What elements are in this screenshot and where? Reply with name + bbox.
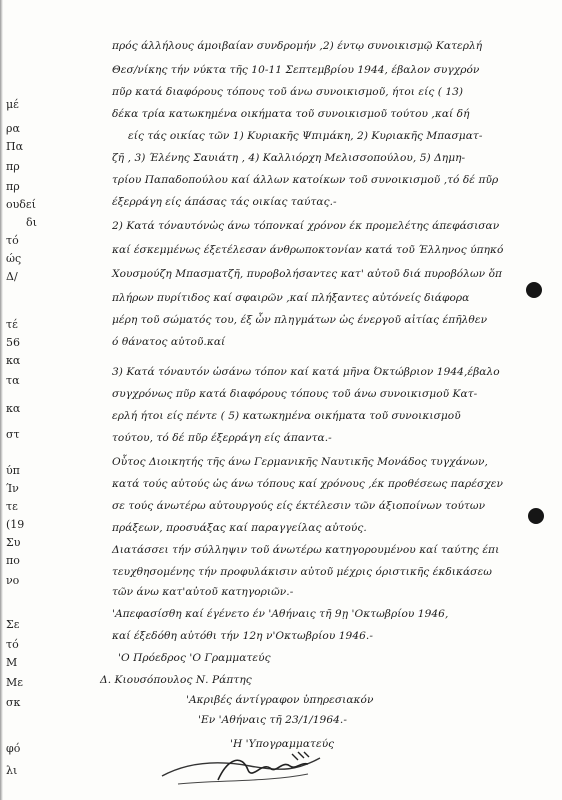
margin-fragment: ρα	[6, 122, 20, 135]
margin-fragment: τό	[6, 234, 19, 247]
body-line: 3) Κατά τόναυτόν ὡσάνω τόπον καί κατά μῆνα Όκτώβριον 1944,έβαλο	[112, 366, 500, 378]
body-line: 'Απεφασίσθη καί έγένετο έν 'Αθήναις τῆ 9ῃ 'Οκτωβρίου 1946,	[112, 608, 449, 620]
margin-fragment: νο	[6, 574, 20, 587]
body-line: πρός άλλήλους άμοιβαίαν συνδρομήν ,2) έντῳ συνοικισμῷ Κατερλή	[112, 40, 483, 52]
left-margin-fragments	[6, 0, 86, 800]
margin-fragment: κα	[6, 402, 21, 415]
body-line: μέρη τοῦ σώματός του, έξ ὧν πληγμάτων ὡς ένεργοῦ αἰτίας έπῆλθεν	[112, 314, 488, 326]
signatory-titles-line: 'Ο Πρόεδρος 'Ο Γραμματεύς	[118, 652, 271, 664]
page-edge-shadow	[0, 0, 3, 800]
margin-fragment: Σε	[6, 618, 20, 631]
body-line: καί έσκεμμένως έξετέλεσαν άνθρωποκτονίαν κατά τοῦ Έλληνος ύπηκό	[112, 244, 504, 256]
body-line: 2) Κατά τόναυτόνὡς άνω τόπονκαί χρόνον έκ προμελέτης άπεφάσισαν	[112, 220, 500, 232]
body-line: πράξεων, προσυάξας καί παραγγείλας αὐτούς.	[112, 522, 367, 534]
certification-date-line: 'Εν 'Αθήναις τῆ 23/1/1964.-	[198, 714, 347, 726]
body-line: τῶν άνω κατ'αὐτοῦ κατηγοριῶν.-	[112, 586, 294, 598]
certified-copy-line: 'Ακριβές άντίγραφον ὑπηρεσιακόν	[186, 694, 374, 706]
body-line: Χουσμούζη Μπασματζῆ, πυροβολήσαντες κατ' αὐτοῦ διά πυροβόλων ὅπ	[112, 268, 503, 280]
body-line: πλήρων πυρίτιδος καί σφαιρῶν ,καί πλήξαντες αὐτόνείς διάφορα	[112, 292, 470, 304]
body-line: συγχρόνως πῦρ κατά διαφόρους τόπους τοῦ άνω συνοικισμοῦ Κατ-	[112, 388, 478, 400]
undersecretary-title-line: 'Η 'Υπογραμματεύς	[230, 738, 335, 750]
margin-fragment: σκ	[6, 696, 21, 709]
punch-hole	[526, 282, 542, 298]
body-line: Διατάσσει τήν σύλληψιν τοῦ άνωτέρω κατηγορουμένου καί ταύτης έπι	[112, 544, 500, 556]
body-line: είς τάς οικίας τῶν 1) Κυριακῆς Ψπιμάκη, 2) Κυριακῆς Μπασματ-	[128, 130, 483, 142]
margin-fragment: (19	[6, 518, 25, 531]
margin-fragment: Ίν	[6, 482, 19, 495]
margin-fragment: τέ	[6, 318, 18, 331]
body-line: καί έξεδόθη αὐτόθι τήν 12η ν'Οκτωβρίου 1946.-	[112, 630, 373, 642]
body-line: τρίου Παπαδοπούλου καί άλλων κατοίκων τοῦ συνοικισμοῦ ,τό δέ πῦρ	[112, 174, 499, 186]
body-line: τευχθησομένης τήν προφυλάκισιν αὐτοῦ μέχρις όριστικῆς έκδικάσεω	[112, 566, 492, 578]
margin-fragment: στ	[6, 428, 20, 441]
margin-fragment: 56	[6, 336, 20, 349]
margin-fragment: ουδεί	[6, 198, 36, 211]
body-line: τούτου, τό δέ πῦρ έξερράγη είς άπαντα.-	[112, 432, 332, 444]
margin-fragment: πρ	[6, 160, 20, 173]
margin-fragment: Μ	[6, 656, 18, 669]
body-line: ζῆ , 3) Έλένης Σαυιάτη , 4) Καλλιόρχη Μελισσοπούλου, 5) Δημη-	[112, 152, 466, 164]
margin-fragment: ώς	[6, 252, 22, 265]
body-line: έξερράγη είς άπάσας τάς οικίας ταύτας.-	[112, 196, 337, 208]
margin-fragment: πρ	[6, 180, 20, 193]
margin-fragment: Με	[6, 676, 23, 689]
margin-fragment: Δ/	[6, 270, 18, 283]
handwritten-signature	[158, 740, 328, 790]
signatory-names-line: Δ. Κιουσόπουλος Ν. Ράπτης	[100, 674, 252, 686]
margin-fragment: λι	[6, 764, 18, 777]
body-line: σε τούς άνωτέρω αὐτουργούς είς έκτέλεσιν τῶν άξιοποίνων τούτων	[112, 500, 486, 512]
margin-fragment: ύπ	[6, 464, 20, 477]
margin-fragment: τε	[6, 500, 18, 513]
margin-fragment: τα	[6, 374, 20, 387]
punch-hole	[528, 508, 544, 524]
body-line: κατά τούς αὐτούς ὡς άνω τόπους καί χρόνους ,έκ προθέσεως παρέσχεν	[112, 478, 504, 490]
margin-fragment: Πα	[6, 140, 24, 153]
margin-fragment: Συ	[6, 536, 21, 549]
margin-fragment: πο	[6, 554, 20, 567]
body-line: Θεσ/νίκης τήν νύκτα τῆς 10-11 Σεπτεμβρίου 1944, έβαλον συγχρόν	[112, 64, 480, 76]
body-line: δέκα τρία κατωκημένα οικήματα τοῦ συνοικισμοῦ τούτου ,καί δή	[112, 108, 470, 120]
margin-fragment: κα	[6, 354, 21, 367]
margin-fragment: δι	[26, 216, 37, 229]
margin-fragment: φό	[6, 742, 21, 755]
body-line: ερλή ήτοι είς πέντε ( 5) κατωκημένα οικήματα τοῦ συνοικισμοῦ	[112, 410, 461, 422]
body-line: πῦρ κατά διαφόρους τόπους τοῦ άνω συνοικισμοῦ, ήτοι είς ( 13)	[112, 86, 464, 98]
body-line: Οὗτος Διοικητής τῆς άνω Γερμανικῆς Ναυτικῆς Μονάδος τυγχάνων,	[112, 456, 488, 468]
body-line: ό θάνατος αὐτοῦ.καί	[112, 336, 226, 348]
margin-fragment: τό	[6, 638, 19, 651]
margin-fragment: μέ	[6, 98, 19, 111]
